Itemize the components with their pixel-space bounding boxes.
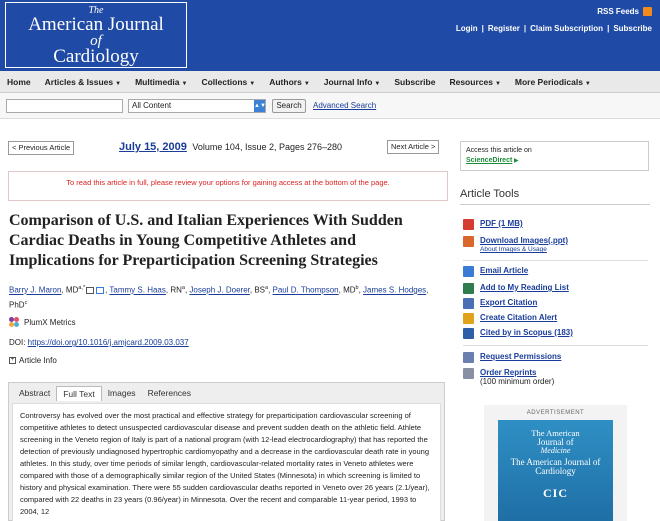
tool-permissions[interactable] [463,352,561,363]
tool-reprints[interactable] [463,368,554,386]
chevron-down-icon: ▼ [584,80,591,87]
author-separator: , [184,285,190,295]
login-link[interactable]: Login [455,24,478,33]
author-link[interactable]: Barry J. Maron [9,285,62,295]
select-arrows-icon: ▲▼ [254,100,265,112]
divider [463,345,648,346]
author-separator: , [105,285,110,295]
reprints-icon [463,368,474,379]
tool-text [480,368,554,386]
tool-text [480,298,537,307]
site-header [0,0,660,71]
author-link[interactable]: Paul D. Thompson [272,285,339,295]
ad-line-3: Medicine [540,446,571,456]
tool-sublink[interactable]: About Images & Usage [480,246,547,253]
tool-text [480,328,573,337]
ppt-icon [463,236,474,247]
author-degree: , RN [165,285,182,295]
search-button[interactable]: Search [272,99,306,113]
author-separator: , [268,285,273,295]
tool-ppt[interactable] [463,236,568,253]
tool-link[interactable]: Email Article [480,266,529,275]
article-title: Comparison of U.S. and Italian Experiences With Sudden Cardiac Deaths in Young Competitive Athletes and Implications for Preparticipation Screening Strategies [9,212,403,269]
author-link[interactable]: Tammy S. Haas [109,285,166,295]
chevron-down-icon: ▼ [115,80,122,87]
content-tabs-panel [8,382,445,521]
divider [463,260,648,261]
nav-item-label: Collections [201,76,248,87]
register-link[interactable]: Register [487,24,520,33]
email-icon[interactable] [96,287,104,294]
nav-item-label: Journal Info [323,76,373,87]
author-separator: , [358,285,364,295]
author-degree: , MD [338,285,356,295]
article-info-toggle[interactable] [9,356,57,365]
plumx-label: PlumX Metrics [24,318,76,327]
article-tools-title: Article Tools [460,188,520,200]
tab-references[interactable]: References [147,388,192,398]
nav-item-label: Home [7,76,31,87]
main-nav [0,71,660,93]
doi-line [9,338,189,347]
author-affiliation: c [24,299,28,306]
nav-item-label: More Periodicals [514,76,583,87]
reading-list-icon [463,283,474,294]
author-degree: , MD [61,285,79,295]
tool-link[interactable]: Export Citation [480,298,538,307]
chevron-down-icon: ▼ [249,80,256,87]
access-text: Access this article on [466,147,532,154]
scopus-icon [463,328,474,339]
journal-logo[interactable] [5,2,187,68]
nav-item-label: Multimedia [135,76,180,87]
ad-line-5: CIC [542,485,568,500]
advertisement-label: ADVERTISEMENT [526,410,585,416]
sciencedirect-link[interactable]: ScienceDirect [466,157,513,164]
tool-reading-list[interactable] [463,283,569,294]
author-degree: , BS [249,285,265,295]
ad-line-4: The American Journal of Cardiology [510,456,601,477]
search-bar [0,93,660,119]
nav-item-label: Resources [449,76,493,87]
logo-line-3: Cardiology [53,46,139,67]
permissions-icon [463,352,474,363]
tab-images[interactable]: Images [107,388,136,398]
nav-item-multimedia[interactable] [135,77,187,87]
rss-icon [643,7,652,16]
tab-full-text[interactable]: Full Text [56,386,102,401]
nav-item-label: Articles & Issues [44,76,114,87]
nav-item-home[interactable] [7,77,31,87]
nav-item-journal-info[interactable] [324,77,381,87]
nav-item-label: Authors [269,76,302,87]
access-notice: To read this article in full, please review your options for gaining access at the bottom of the page. [8,171,448,201]
advertisement-banner[interactable] [498,420,613,521]
tool-text [480,352,561,361]
tool-text [480,266,528,275]
author-list [9,282,439,311]
previous-article-button[interactable]: < Previous Article [8,141,74,155]
tool-link[interactable]: Create Citation Alert [480,313,558,322]
rss-feeds-link[interactable] [597,7,652,16]
tool-link[interactable]: Add to My Reading List [480,283,569,292]
next-article-button[interactable]: Next Article > [387,140,439,154]
tool-text [480,313,557,322]
author-affiliation: a [181,285,185,291]
doi-prefix: DOI: [9,338,28,347]
issue-date-link[interactable]: July 15, 2009 [119,141,187,153]
author-affiliation: a [265,285,269,291]
article-info-label: Article Info [19,356,57,365]
tab-abstract[interactable]: Abstract [19,388,51,398]
divider [460,204,650,205]
author-link[interactable]: Joseph J. Doerer [189,285,250,295]
account-links [456,24,652,33]
advanced-search-link[interactable]: Advanced Search [313,101,377,110]
tool-note: (100 minimum order) [480,377,555,386]
subscribe-link[interactable]: Subscribe [613,24,652,33]
rss-label: RSS Feeds [597,7,639,16]
ad-line-2: Journal of [537,436,574,447]
nav-item-subscribe[interactable] [394,77,435,87]
issue-details: Volume 104, Issue 2, Pages 276–280 [192,142,343,152]
tool-export[interactable] [463,298,537,309]
tool-text [480,236,568,253]
claim-subscription-link[interactable]: Claim Subscription [530,24,604,33]
chevron-down-icon: ▼ [303,80,310,87]
sciencedirect-access-box: Access this article on ScienceDirect ▶ [460,141,649,171]
search-input[interactable] [6,99,123,113]
author-link[interactable]: James S. Hodges [363,285,427,295]
search-scope-value: All Content [132,101,172,110]
plumx-icon [9,317,20,328]
author-affiliation: b [355,285,359,291]
separator: | [481,24,484,33]
doi-link[interactable]: https://doi.org/10.1016/j.amjcard.2009.03.037 [27,338,189,347]
search-scope-select[interactable] [128,99,266,113]
author-degree: , PhD [9,285,429,310]
chevron-down-icon: ▼ [181,80,188,87]
expand-icon: + [10,357,15,363]
logo-the: The [88,5,104,16]
author-affiliation: a, [78,285,83,291]
nav-item-resources[interactable] [449,77,500,87]
tool-alert[interactable] [463,313,557,324]
tool-link[interactable]: Cited by in Scopus (183) [480,328,573,337]
correspondence-icon[interactable] [86,287,94,294]
nav-item-more-periodicals[interactable] [515,77,591,87]
plumx-metrics[interactable] [9,317,76,328]
nav-item-label: Subscribe [394,76,436,87]
separator: | [607,24,610,33]
tool-link[interactable]: Order Reprints [480,368,537,377]
nav-item-articles-issues[interactable] [45,77,121,87]
ad-line-1: The American [531,428,580,438]
tool-link[interactable]: PDF (1 MB) [480,219,523,228]
alert-icon [463,313,474,324]
export-icon [463,298,474,309]
tool-text [480,219,523,228]
corresponding-author-mark: * [82,285,86,291]
chevron-down-icon: ▼ [374,80,381,87]
content-tabs [13,386,197,401]
email-icon [463,266,474,277]
tool-pdf[interactable] [463,219,523,230]
tool-email[interactable] [463,266,528,277]
pdf-icon [463,219,474,230]
tool-scopus[interactable] [463,328,573,339]
separator: | [523,24,527,33]
nav-item-authors[interactable] [269,77,310,87]
abstract-text: Controversy has evolved over the most practical and effective strategy for preparticipation cardiovascular screening of competitive athletes to detect unsuspected cardiovascular disease and prevent sudden death on the athletic field. Athlete screening in the Veneto region of Italy is part of a national program (with 12-lead electrocardiography) that has reported the detection of previously undiagnosed hypertrophic cardiomyopathy and a decrease in the cardiovascular death rate in young athletes. In this study, over time periods of similar length, cardiovascular-related mortality rates in Veneto athletes were compared with those of a demographically similar region of the United States (Minnesota) in which screening is limited to history and physical examination. There were 55 sudden cardiovascular deaths reported in Veneto over 26 years (2.1/year), compared with 22 deaths in 23 years (0.96/year) in Minnesota. Over the recent and comparable 11-year period, 1993 to 2004, 12 [12,403,441,521]
logo-line-1: American Journal [28,14,164,35]
chevron-down-icon: ▼ [494,80,501,87]
issue-info [119,141,342,153]
nav-item-collections[interactable] [201,77,255,87]
tool-text [480,283,569,292]
tool-link[interactable]: Request Permissions [480,352,562,361]
logo-line-2: of [90,33,102,49]
tool-link[interactable]: Download Images(.ppt) [480,236,568,245]
